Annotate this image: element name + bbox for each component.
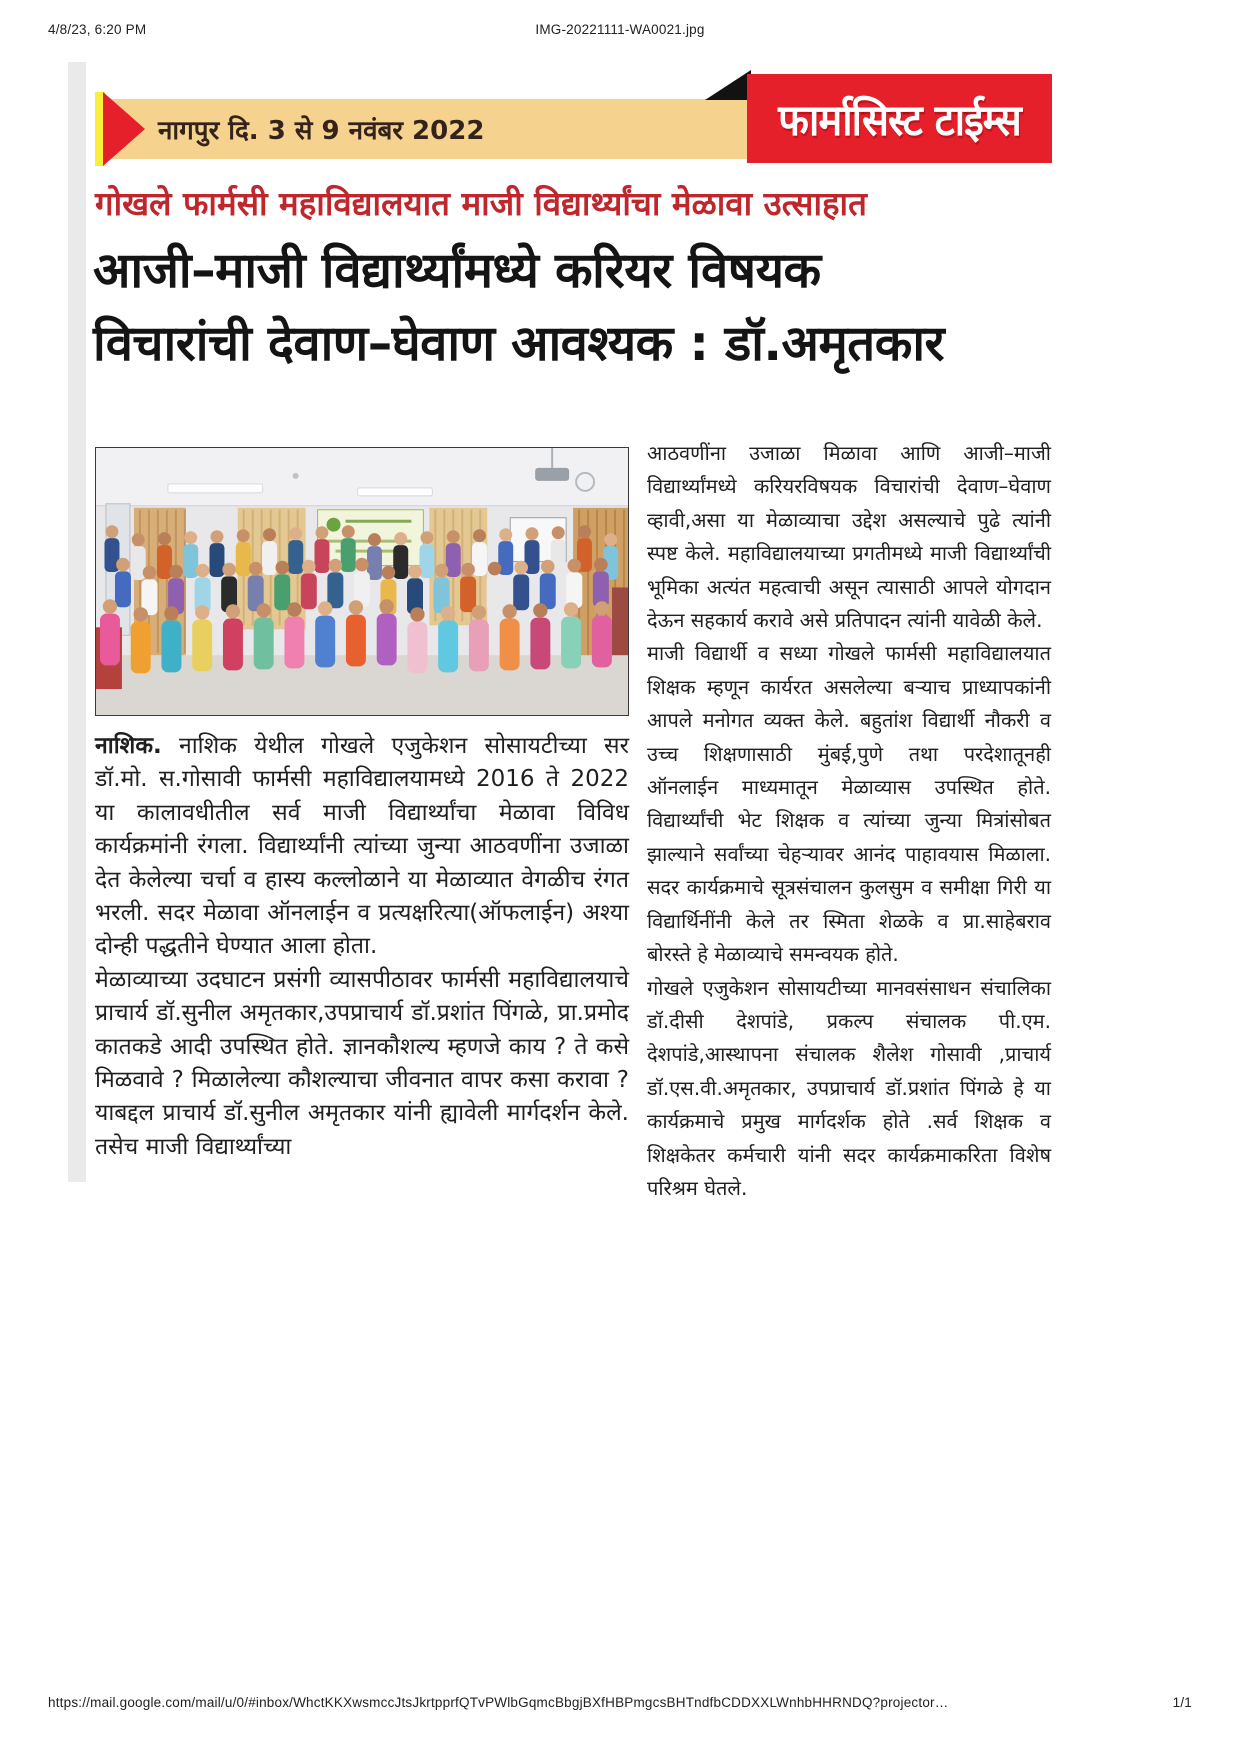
print-page-indicator: 1/1 xyxy=(1172,1695,1192,1710)
paragraph-text: आठवणींना उजाळा मिळावा आणि आजी–माजी विद्यार्थ्यांमध्ये करियरविषयक विचारांची देवाण–घेवाण व्हावी,असा या मेळाव्याचा उद्देश असल्याचे पुढे त्यांनी स्पष्ट केले. महाविद्यालयाच्या प्रगतीमध्ये माजी विद्यार्थ्यांची भूमिका अत्यंत महत्वाची असून त्यासाठी आपले योगदान देऊन सहकार्य करावे असे प्रतिपादन त्यांनी यावेळी केले. xyxy=(647,441,1051,633)
scan-edge xyxy=(68,62,86,1182)
headline-line-1: आजी–माजी विद्यार्थ्यांमध्ये करियर विषयक xyxy=(93,242,821,299)
print-datetime: 4/8/23, 6:20 PM xyxy=(48,22,147,37)
newspaper-clipping xyxy=(68,62,1052,1200)
edition-line: नागपुर दि. 3 से 9 नवंबर 2022 xyxy=(158,116,485,146)
paragraph xyxy=(647,972,1051,1206)
paragraph xyxy=(95,730,629,964)
dateline: नाशिक. xyxy=(95,733,162,759)
kicker-headline: गोखले फार्मसी महाविद्यालयात माजी विद्यार्थ्यांचा मेळावा उत्साहात xyxy=(95,184,867,223)
main-headline xyxy=(93,234,1083,380)
paragraph xyxy=(647,637,1051,971)
newspaper-logo xyxy=(747,74,1052,163)
logo-corner-wedge xyxy=(705,70,751,100)
article-left-column xyxy=(95,730,629,1164)
paragraph xyxy=(95,964,629,1164)
paragraph-text: माजी विद्यार्थी व सध्या गोखले फार्मसी महाविद्यालयात शिक्षक म्हणून कार्यरत असलेल्या बर्‍याच प्राध्यापकांनी आपले मनोगत व्यक्त केले. बहुतांश विद्यार्थी नौकरी व उच्च शिक्षणासाठी मुंबई,पुणे तथा परदेशातूनही ऑनलाईन माध्यमातून मेळाव्यास उपस्थित होते. विद्यार्थ्यांची भेट शिक्षक व त्यांच्या जुन्या मित्रांसोबत झाल्याने सर्वांच्या चेहर्‍यावर आनंद पाहावयास मिळाला. सदर कार्यक्रमाचे सूत्रसंचालन कुलसुम व समीक्षा गिरी या विद्यार्थिनींनी केले तर स्मिता शेळके व प्रा.साहेबराव बोरस्ते हे मेळाव्याचे समन्वयक होते. xyxy=(647,641,1051,967)
print-url: https://mail.google.com/mail/u/0/#inbox/WhctKKXwsmccJtsJkrtpprfQTvPWlbGqmcBbgjBXfHBPmgcsBHTndfbCDDXXLWnhbHHRNDQ?projector… xyxy=(48,1695,949,1710)
print-filename: IMG-20221111-WA0021.jpg xyxy=(535,22,705,37)
headline-line-2: विचारांची देवाण–घेवाण आवश्यक : डॉ.अमृतकार xyxy=(93,315,945,372)
paragraph xyxy=(647,437,1051,637)
article-right-column xyxy=(647,437,1051,1205)
paragraph-text: मेळाव्याच्या उदघाटन प्रसंगी व्यासपीठावर फार्मसी महाविद्यालयाचे प्राचार्य डॉ.सुनील अमृतकार,उपप्राचार्य डॉ.प्रशांत पिंगळे, प्रा.प्रमोद कातकडे आदी उपस्थित होते. ज्ञानकौशल्य म्हणजे काय ? ते कसे मिळवावे ? मिळालेल्या कौशल्याचा जीवनात वापर कसा करावा ? याबद्दल प्राचार्य डॉ.सुनील अमृतकार यांनी ह्यावेली मार्गदर्शन केले. तसेच माजी विद्यार्थ्यांच्या xyxy=(95,966,629,1160)
alumni-group-photo xyxy=(95,447,629,716)
newspaper-title: फार्मासिस्ट टाईम्स xyxy=(778,96,1021,147)
paragraph-text: गोखले एजुकेशन सोसायटीच्या मानवसंसाधन संचालिका डॉ.दीसी देशपांडे, प्रकल्प संचालक पी.एम. देशपांडे,आस्थापना संचालक शैलेश गोसावी ,प्राचार्य डॉ.एस.वी.अमृतकार, उपप्राचार्य डॉ.प्रशांत पिंगळे हे या कार्यक्रमाचे प्रमुख मार्गदर्शक होते .सर्व शिक्षक व शिक्षकेतर कर्मचारी यांनी सदर कार्यक्रमाकरिता विशेष परिश्रम घेतले. xyxy=(647,975,1051,1200)
paragraph-text: नाशिक येथील गोखले एजुकेशन सोसायटीच्या सर डॉ.मो. स.गोसावी फार्मसी महाविद्यालयामध्ये 2016 ते 2022 या कालावधीतील सर्व माजी विद्यार्थ्यांचा मेळावा विविध कार्यक्रमांनी रंगला. विद्यार्थ्यांनी त्यांच्या जुन्या आठवणींना उजाळा देत केलेल्या चर्चा व हास्य कल्लोळाने या मेळाव्यात वेगळीच रंगत भरली. सदर मेळावा ऑनलाईन व प्रत्यक्षरित्या(ऑफलाईन) अश्या दोन्ही पद्धतीने घेण्यात आला होता. xyxy=(95,733,629,960)
alumni-group-photo-svg xyxy=(96,448,628,715)
